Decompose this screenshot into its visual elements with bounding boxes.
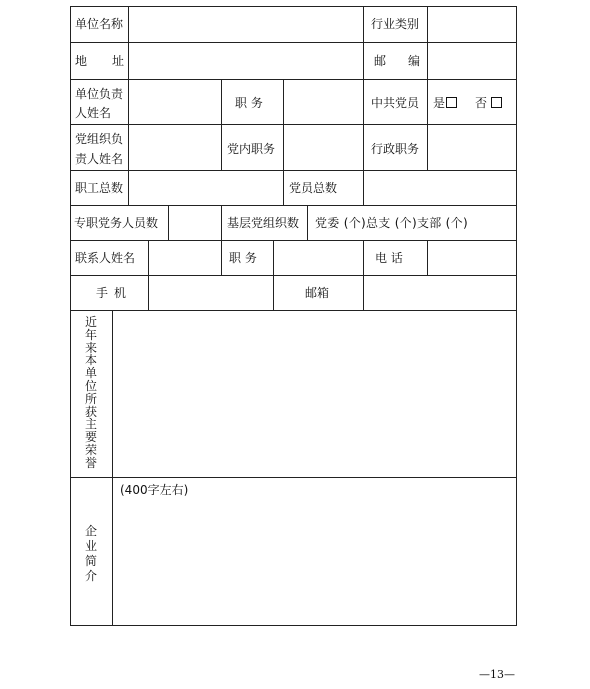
col-divider (363, 240, 364, 275)
staff-total-field[interactable] (130, 172, 282, 204)
table-border-bottom (70, 625, 517, 626)
row-divider (70, 477, 517, 478)
party-member-total-field[interactable] (365, 172, 515, 204)
unit-name-field[interactable] (130, 8, 362, 41)
col-divider (427, 124, 428, 170)
col-divider (283, 170, 284, 205)
col-divider (307, 205, 308, 240)
party-leader-label-line1: 党组织负 (75, 132, 124, 146)
email-label: 邮箱 (305, 286, 330, 300)
col-divider (148, 275, 149, 310)
col-divider (283, 79, 284, 124)
row-divider (70, 205, 517, 206)
position-label: 职 务 (235, 96, 263, 110)
staff-total-label: 职工总数 (75, 181, 124, 195)
row-divider (70, 310, 517, 311)
col-divider (148, 240, 149, 275)
col-divider (221, 124, 222, 170)
leader-label-line1: 单位负责 (75, 87, 124, 101)
unit-name-label: 单位名称 (75, 17, 124, 31)
col-divider (363, 42, 364, 79)
col-divider (168, 205, 169, 240)
row-divider (70, 42, 517, 43)
col-divider (427, 240, 428, 275)
col-divider (363, 79, 364, 124)
party-position-field[interactable] (285, 126, 362, 169)
col-divider (363, 170, 364, 205)
address-label-second-char: 址 (112, 54, 125, 68)
table-border-left (70, 6, 71, 626)
yes-option (433, 96, 457, 110)
row-divider (70, 170, 517, 171)
party-position-label: 党内职务 (227, 142, 276, 156)
party-leader-name-field[interactable] (130, 126, 220, 169)
postcode-field[interactable] (429, 44, 515, 78)
intro-hint: (400字左右) (120, 483, 189, 497)
phone-field[interactable] (429, 242, 515, 274)
col-divider (363, 124, 364, 170)
yes-checkbox[interactable] (446, 97, 457, 108)
industry-field[interactable] (429, 8, 515, 41)
leader-label-line2: 人姓名 (75, 106, 112, 120)
contact-position-label: 职 务 (229, 251, 257, 265)
col-divider (221, 205, 222, 240)
mobile-field[interactable] (150, 277, 272, 309)
postcode-label-first-char: 邮 (374, 54, 387, 68)
contact-position-field[interactable] (275, 242, 362, 274)
col-divider (128, 42, 129, 79)
mobile-label: 手机 (96, 286, 133, 300)
address-label-first-char: 地 (75, 54, 88, 68)
col-divider (273, 240, 274, 275)
party-leader-label-line2: 责人姓名 (75, 152, 124, 166)
intro-field[interactable] (114, 500, 515, 624)
honors-field[interactable] (114, 312, 515, 476)
party-committee-breakdown: 党委 (个)总支 (个)支部 (个) (315, 216, 468, 230)
table-border-top (70, 6, 517, 7)
col-divider (363, 275, 364, 310)
page-number: —13— (479, 668, 515, 681)
honors-label: 近年来本单位所获主要荣誉 (84, 315, 97, 470)
cpc-member-label: 中共党员 (371, 96, 420, 110)
col-divider (427, 79, 428, 124)
fulltime-staff-label: 专职党务人员数 (74, 216, 159, 230)
postcode-label-second-char: 编 (408, 54, 421, 68)
col-divider (128, 170, 129, 205)
contact-name-field[interactable] (150, 242, 220, 274)
col-divider (427, 42, 428, 79)
no-option (475, 96, 502, 110)
grassroots-org-label: 基层党组织数 (227, 216, 300, 230)
no-checkbox[interactable] (491, 97, 502, 108)
row-divider (70, 275, 517, 276)
leader-name-field[interactable] (130, 81, 220, 123)
col-divider (363, 6, 364, 42)
col-divider (221, 240, 222, 275)
col-divider (273, 275, 274, 310)
leader-position-field[interactable] (285, 81, 362, 123)
row-divider (70, 79, 517, 80)
col-divider (283, 124, 284, 170)
email-field[interactable] (365, 277, 515, 309)
row-divider (70, 240, 517, 241)
party-member-total-label: 党员总数 (289, 181, 338, 195)
fulltime-staff-field[interactable] (170, 207, 220, 239)
row-divider (70, 124, 517, 125)
industry-label: 行业类别 (371, 17, 420, 31)
admin-position-field[interactable] (429, 126, 515, 169)
col-divider (128, 6, 129, 42)
col-divider (427, 6, 428, 42)
col-divider (128, 124, 129, 170)
col-divider (112, 310, 113, 626)
address-field[interactable] (130, 44, 362, 78)
table-border-right (516, 6, 517, 626)
yes-label: 是 (433, 96, 446, 110)
admin-position-label: 行政职务 (371, 142, 420, 156)
col-divider (128, 79, 129, 124)
no-label: 否 (475, 96, 488, 110)
phone-label: 电 话 (375, 251, 403, 265)
col-divider (221, 79, 222, 124)
contact-name-label: 联系人姓名 (75, 251, 136, 265)
intro-label: 企业简介 (84, 524, 97, 583)
